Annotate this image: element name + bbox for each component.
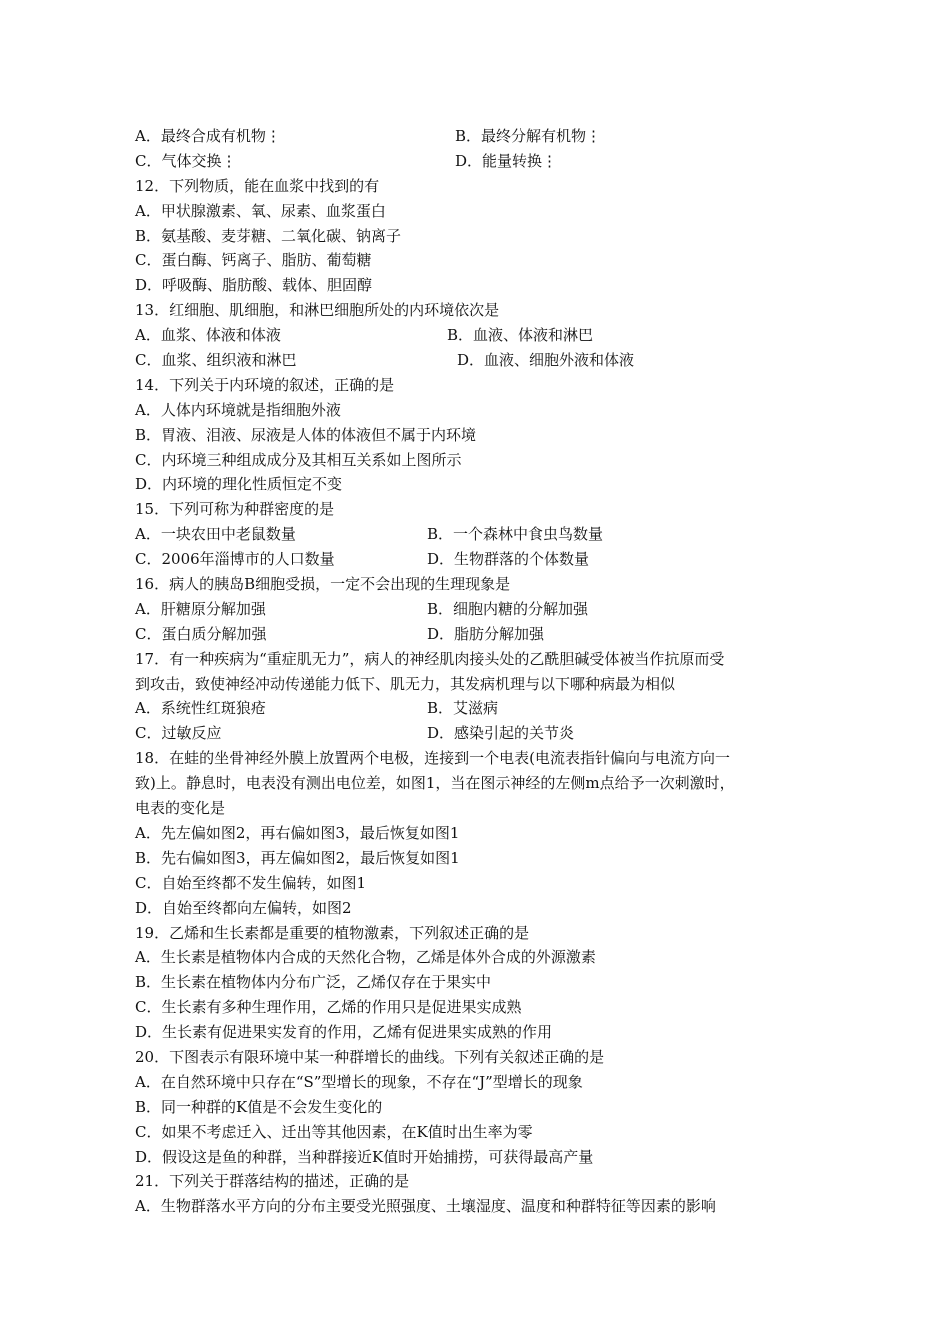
option-text: A．人体内环境就是指细胞外液: [135, 400, 341, 419]
option-text: A．系统性红斑狼疮: [135, 699, 266, 718]
question-text: 21．下列关于群落结构的描述，正确的是: [135, 1172, 410, 1191]
option-text: D．自始至终都向左偏转，如图2: [135, 898, 352, 917]
option-row: [135, 547, 825, 572]
question-text: 13．红细胞、肌细胞，和淋巴细胞所处的内环境依次是: [135, 301, 500, 320]
option-text: C．蛋白质分解加强: [135, 624, 267, 643]
question-text: 18．在蛙的坐骨神经外膜上放置两个电极，连接到一个电表(电流表指针偏向与电流方向一: [135, 749, 730, 768]
question-text: 致)上。静息时，电表没有测出电位差，如图1，当在图示神经的左侧m点给予一次刺激时，: [135, 774, 735, 793]
option-text: B．生长素在植物体内分布广泛，乙烯仅存在于果实中: [135, 973, 492, 992]
option-text: C．自始至终都不发生偏转，如图1: [135, 873, 367, 892]
option-text: A．甲状腺激素、氧、尿素、血浆蛋白: [135, 201, 386, 220]
option-row: [135, 696, 825, 721]
option-text: A．血浆、体液和体液: [135, 326, 281, 345]
option-text: D．生长素有促进果实发育的作用，乙烯有促进果实成熟的作用: [135, 1023, 553, 1042]
option-text: A．生长素是植物体内合成的天然化合物，乙烯是体外合成的外源激素: [135, 948, 596, 967]
option-text: D．能量转换⋮: [455, 151, 558, 170]
question-text: 16．病人的胰岛B细胞受损，一定不会出现的生理现象是: [135, 575, 511, 594]
question-text: 19．乙烯和生长素都是重要的植物激素，下列叙述正确的是: [135, 923, 530, 942]
option-text: C．生长素有多种生理作用，乙烯的作用只是促进果实成熟: [135, 998, 522, 1017]
question-text: 12．下列物质，能在血浆中找到的有: [135, 176, 380, 195]
option-text: B．一个森林中食虫鸟数量: [427, 525, 604, 544]
option-text: C．2006年淄博市的人口数量: [135, 550, 335, 569]
option-text: C．血浆、组织液和淋巴: [135, 351, 297, 370]
option-row: [135, 522, 825, 547]
option-text: C．过敏反应: [135, 724, 222, 743]
option-row: [135, 124, 825, 149]
option-row: [135, 323, 825, 348]
option-text: D．呼吸酶、脂肪酸、载体、胆固醇: [135, 276, 373, 295]
option-text: B．氨基酸、麦芽糖、二氧化碳、钠离子: [135, 226, 402, 245]
option-text: C．如果不考虑迁入、迁出等其他因素，在K值时出生率为零: [135, 1122, 533, 1141]
option-row: [135, 721, 825, 746]
option-text: D．生物群落的个体数量: [427, 550, 590, 569]
option-row: [135, 597, 825, 622]
option-text: B．最终分解有机物⋮: [455, 127, 602, 145]
option-text: C．内环境三种组成成分及其相互关系如上图所示: [135, 450, 462, 469]
option-text: B．血液、体液和淋巴: [447, 326, 594, 345]
question-text: 到攻击，致使神经冲动传递能力低下、肌无力，其发病机理与以下哪种病最为相似: [135, 674, 676, 693]
option-text: B．细胞内糖的分解加强: [427, 599, 589, 618]
option-row: [135, 149, 825, 174]
question-text: 14．下列关于内环境的叙述，正确的是: [135, 375, 395, 394]
option-row: [135, 622, 825, 647]
question-text: 17．有一种疾病为“重症肌无力”，病人的神经肌肉接头处的乙酰胆碱受体被当作抗原而受: [135, 649, 725, 668]
option-text: B．先右偏如图3，再左偏如图2，最后恢复如图1: [135, 848, 460, 867]
option-text: C．蛋白酶、钙离子、脂肪、葡萄糖: [135, 251, 372, 270]
option-text: D．感染引起的关节炎: [427, 724, 575, 743]
option-text: A．先左偏如图2，再右偏如图3，最后恢复如图1: [135, 823, 460, 842]
option-text: A．最终合成有机物⋮: [135, 127, 281, 145]
option-text: A．在自然环境中只存在“S”型增长的现象，不存在“J”型增长的现象: [135, 1072, 583, 1091]
option-text: B．同一种群的K值是不会发生变化的: [135, 1097, 383, 1116]
option-text: D．内环境的理化性质恒定不变: [135, 475, 343, 494]
question-text: 15．下列可称为种群密度的是: [135, 500, 335, 519]
exam-page: [135, 124, 825, 1219]
question-text: 20．下图表示有限环境中某一种群增长的曲线。下列有关叙述正确的是: [135, 1047, 605, 1066]
option-text: A．生物群落水平方向的分布主要受光照强度、土壤湿度、温度和种群特征等因素的影响: [135, 1197, 716, 1216]
option-text: B．艾滋病: [427, 699, 499, 718]
option-text: C．气体交换⋮: [135, 151, 237, 170]
option-row: [135, 348, 825, 373]
option-text: D．血液、细胞外液和体液: [457, 351, 635, 370]
option-text: B．胃液、泪液、尿液是人体的体液但不属于内环境: [135, 425, 477, 444]
question-text: 电表的变化是: [135, 799, 226, 818]
option-text: D．假设这是鱼的种群，当种群接近K值时开始捕捞，可获得最高产量: [135, 1147, 594, 1166]
option-text: A．一块农田中老鼠数量: [135, 525, 296, 544]
option-text: A．肝糖原分解加强: [135, 599, 266, 618]
option-text: D．脂肪分解加强: [427, 624, 545, 643]
